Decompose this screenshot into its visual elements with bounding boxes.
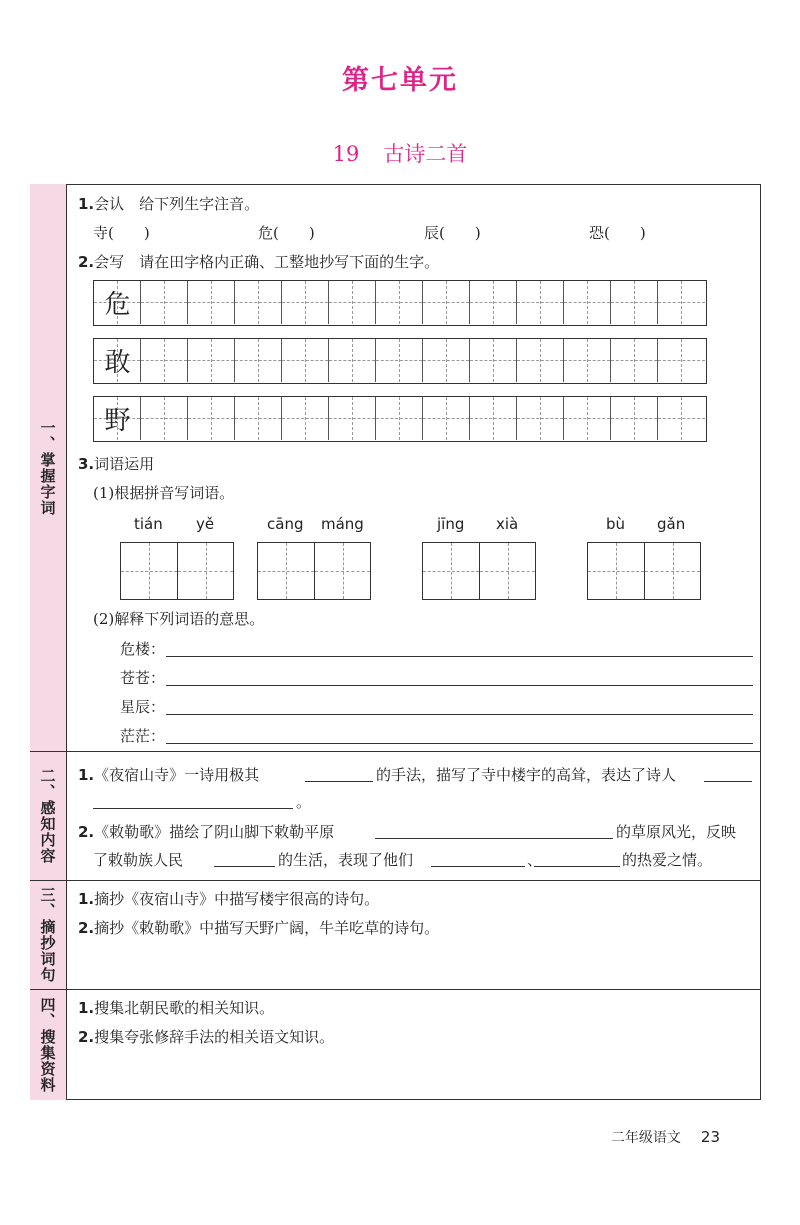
lesson-name: 古诗二首 bbox=[383, 142, 468, 166]
answer-line[interactable] bbox=[166, 743, 753, 744]
writing-grid-row[interactable] bbox=[93, 280, 707, 326]
writing-cell[interactable] bbox=[611, 281, 658, 324]
s2-q2-part5: 、 bbox=[527, 851, 543, 869]
answer-line[interactable] bbox=[166, 685, 753, 686]
s1-q1: 1.会认 给下列生字注音。 bbox=[78, 195, 260, 213]
term-label: 苍苍： bbox=[120, 669, 166, 687]
writing-cell[interactable] bbox=[517, 339, 564, 382]
writing-cell[interactable] bbox=[235, 281, 282, 324]
pinyin: xià bbox=[496, 515, 519, 533]
s3-item: 2.摘抄《敕勒歌》中描写天野广阔，牛羊吃草的诗句。 bbox=[78, 919, 440, 937]
term-label: 星辰： bbox=[120, 698, 166, 716]
phonetic-blank[interactable]: 辰( ) bbox=[424, 224, 481, 242]
term-label: 茫茫： bbox=[120, 727, 166, 745]
writing-cell[interactable] bbox=[658, 397, 705, 440]
word-grid[interactable] bbox=[257, 542, 371, 600]
model-character: 危 bbox=[104, 290, 131, 320]
fill-blank[interactable] bbox=[375, 838, 613, 839]
model-character: 敢 bbox=[104, 348, 131, 378]
writing-cell[interactable] bbox=[282, 397, 329, 440]
writing-cell[interactable] bbox=[564, 339, 611, 382]
s2-q2-part1: 2.《敕勒歌》描绘了阴山脚下敕勒平原 bbox=[78, 823, 335, 841]
writing-cell[interactable] bbox=[517, 397, 564, 440]
writing-cell[interactable] bbox=[235, 397, 282, 440]
phonetic-blank[interactable]: 危( ) bbox=[258, 224, 315, 242]
section-divider bbox=[30, 989, 761, 990]
fill-blank[interactable] bbox=[305, 781, 373, 782]
term-label: 危楼： bbox=[120, 640, 166, 658]
writing-grid-row[interactable] bbox=[93, 396, 707, 442]
word-grid[interactable] bbox=[422, 542, 536, 600]
writing-cell[interactable] bbox=[329, 281, 376, 324]
writing-cell[interactable] bbox=[470, 339, 517, 382]
s1-q3-sub1: (1)根据拼音写词语。 bbox=[93, 484, 235, 502]
writing-cell[interactable] bbox=[282, 281, 329, 324]
writing-cell[interactable] bbox=[376, 339, 423, 382]
s1-q3: 3.词语运用 bbox=[78, 455, 155, 473]
s1-q2: 2.会写 请在田字格内正确、工整地抄写下面的生字。 bbox=[78, 253, 440, 271]
pinyin: jīng bbox=[437, 515, 465, 533]
writing-cell[interactable] bbox=[376, 281, 423, 324]
writing-cell[interactable] bbox=[564, 397, 611, 440]
writing-cell[interactable] bbox=[423, 339, 470, 382]
fill-blank[interactable] bbox=[214, 866, 275, 867]
s4-item: 2.搜集夸张修辞手法的相关语文知识。 bbox=[78, 1028, 335, 1046]
writing-cell[interactable] bbox=[376, 397, 423, 440]
writing-cell[interactable] bbox=[517, 281, 564, 324]
writing-grid-row[interactable] bbox=[93, 338, 707, 384]
lesson-title bbox=[0, 138, 800, 168]
lesson-number: 19 bbox=[332, 142, 360, 166]
fill-blank[interactable] bbox=[93, 808, 293, 809]
section-divider bbox=[30, 751, 761, 752]
section-label-1: 一、掌握字词 bbox=[30, 184, 67, 751]
writing-cell[interactable] bbox=[188, 281, 235, 324]
section-label-3: 三、摘抄词句 bbox=[30, 880, 67, 989]
writing-cell[interactable] bbox=[423, 397, 470, 440]
fill-blank[interactable] bbox=[431, 866, 525, 867]
phonetic-blank[interactable]: 恐( ) bbox=[589, 224, 646, 242]
writing-cell[interactable] bbox=[329, 339, 376, 382]
fill-blank[interactable] bbox=[704, 781, 752, 782]
answer-line[interactable] bbox=[166, 656, 753, 657]
writing-cell[interactable] bbox=[235, 339, 282, 382]
writing-cell[interactable] bbox=[658, 281, 705, 324]
s2-q1-part2: 的手法，描写了寺中楼宇的高耸，表达了诗人 bbox=[376, 766, 677, 784]
s3-item: 1.摘抄《夜宿山寺》中描写楼宇很高的诗句。 bbox=[78, 890, 380, 908]
fill-blank[interactable] bbox=[534, 866, 620, 867]
answer-line[interactable] bbox=[166, 714, 753, 715]
s2-q2-part3: 了敕勒族人民 bbox=[93, 851, 184, 869]
s2-q2-part2: 的草原风光，反映 bbox=[616, 823, 737, 841]
writing-cell[interactable] bbox=[470, 397, 517, 440]
page-footer bbox=[611, 1127, 720, 1147]
writing-cell[interactable] bbox=[564, 281, 611, 324]
writing-cell[interactable] bbox=[611, 397, 658, 440]
pinyin: yě bbox=[196, 515, 215, 533]
model-character: 野 bbox=[104, 406, 131, 436]
writing-cell[interactable] bbox=[282, 339, 329, 382]
writing-cell[interactable] bbox=[188, 397, 235, 440]
s1-q3-sub2: (2)解释下列词语的意思。 bbox=[93, 610, 265, 628]
s2-q2-part6: 的热爱之情。 bbox=[622, 851, 713, 869]
writing-cell[interactable] bbox=[658, 339, 705, 382]
word-grid[interactable] bbox=[120, 542, 234, 600]
word-grid[interactable] bbox=[587, 542, 701, 600]
writing-cell[interactable] bbox=[470, 281, 517, 324]
pinyin: tián bbox=[134, 515, 163, 533]
unit-title: 第七单元 bbox=[342, 65, 458, 96]
writing-cell[interactable] bbox=[423, 281, 470, 324]
s2-q2-part4: 的生活，表现了他们 bbox=[278, 851, 414, 869]
section-label-2: 二、感知内容 bbox=[30, 751, 67, 880]
phonetic-blank[interactable]: 寺( ) bbox=[93, 224, 150, 242]
s2-q1-end: 。 bbox=[296, 793, 312, 811]
pinyin: gǎn bbox=[657, 515, 686, 533]
page-number: 23 bbox=[700, 1128, 720, 1146]
pinyin: máng bbox=[321, 515, 364, 533]
writing-cell[interactable] bbox=[141, 281, 188, 324]
pinyin: bù bbox=[606, 515, 626, 533]
writing-cell[interactable] bbox=[188, 339, 235, 382]
book-name: 二年级语文 bbox=[610, 1130, 681, 1146]
writing-cell[interactable] bbox=[329, 397, 376, 440]
writing-cell[interactable] bbox=[611, 339, 658, 382]
writing-cell[interactable] bbox=[141, 339, 188, 382]
section-label-4: 四、搜集资料 bbox=[30, 989, 67, 1100]
pinyin: cāng bbox=[267, 515, 304, 533]
s2-q1-part1: 1.《夜宿山寺》一诗用极其 bbox=[78, 766, 260, 784]
s4-item: 1.搜集北朝民歌的相关知识。 bbox=[78, 999, 275, 1017]
writing-cell[interactable] bbox=[141, 397, 188, 440]
section-divider bbox=[30, 880, 761, 881]
